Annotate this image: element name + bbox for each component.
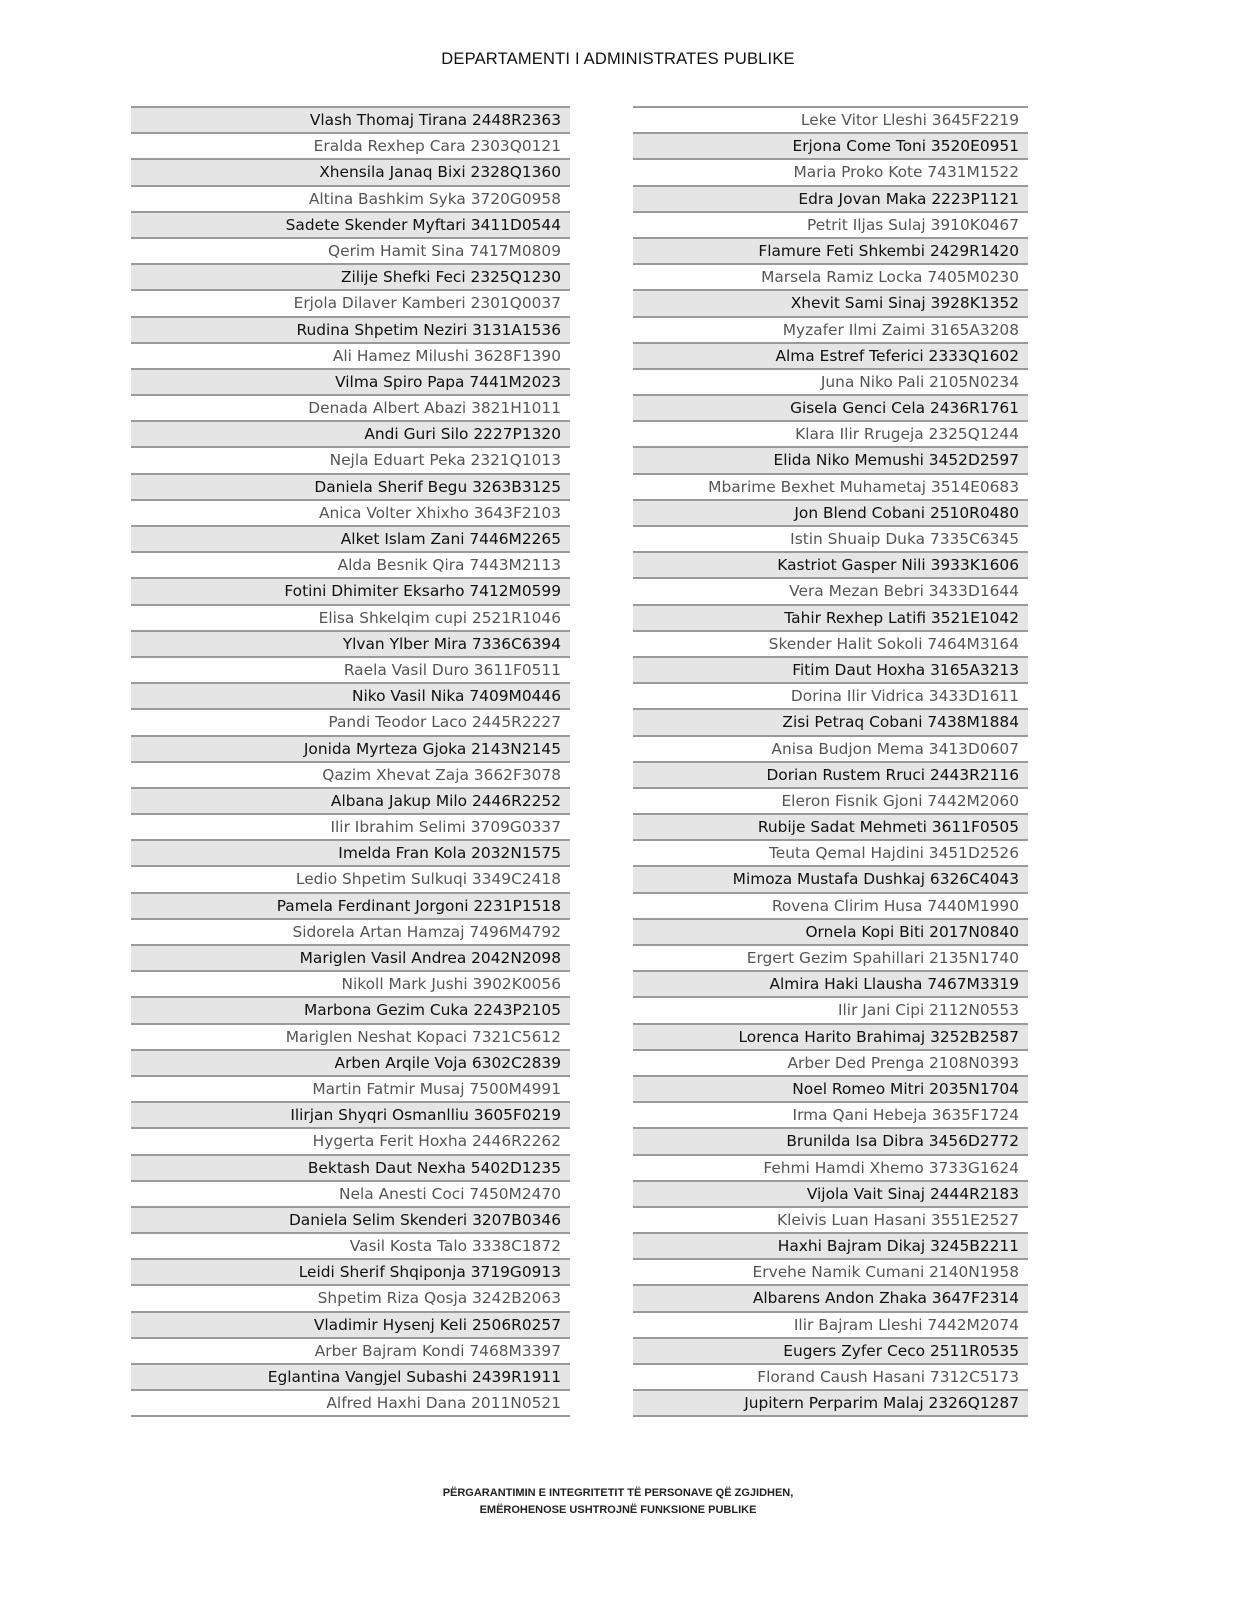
list-item: Sadete Skender Myftari 3411D0544 [131, 213, 570, 239]
list-item: Ilir Ibrahim Selimi 3709G0337 [131, 815, 570, 841]
list-item: Alket Islam Zani 7446M2265 [131, 527, 570, 553]
list-item: Jon Blend Cobani 2510R0480 [633, 501, 1028, 527]
list-item: Vilma Spiro Papa 7441M2023 [131, 370, 570, 396]
list-item: Dorian Rustem Rruci 2443R2116 [633, 763, 1028, 789]
list-item: Nejla Eduart Peka 2321Q1013 [131, 448, 570, 474]
list-item: Marsela Ramiz Locka 7405M0230 [633, 265, 1028, 291]
list-item: Fotini Dhimiter Eksarho 7412M0599 [131, 579, 570, 605]
list-item: Alfred Haxhi Dana 2011N0521 [131, 1391, 570, 1417]
list-item: Hygerta Ferit Hoxha 2446R2262 [131, 1129, 570, 1155]
list-item: Alda Besnik Qira 7443M2113 [131, 553, 570, 579]
list-item: Elisa Shkelqim cupi 2521R1046 [131, 606, 570, 632]
list-item: Andi Guri Silo 2227P1320 [131, 422, 570, 448]
list-item: Daniela Selim Skenderi 3207B0346 [131, 1208, 570, 1234]
list-item: Niko Vasil Nika 7409M0446 [131, 684, 570, 710]
list-item: Rubije Sadat Mehmeti 3611F0505 [633, 815, 1028, 841]
list-item: Flamure Feti Shkembi 2429R1420 [633, 239, 1028, 265]
list-item: Fitim Daut Hoxha 3165A3213 [633, 658, 1028, 684]
list-item: Jonida Myrteza Gjoka 2143N2145 [131, 737, 570, 763]
list-item: Dorina Ilir Vidrica 3433D1611 [633, 684, 1028, 710]
list-item: Vlash Thomaj Tirana 2448R2363 [131, 108, 570, 134]
footer [0, 1485, 1236, 1519]
list-item: Qazim Xhevat Zaja 3662F3078 [131, 763, 570, 789]
list-item: Arber Ded Prenga 2108N0393 [633, 1051, 1028, 1077]
list-item: Xhensila Janaq Bixi 2328Q1360 [131, 160, 570, 186]
list-item: Kastriot Gasper Nili 3933K1606 [633, 553, 1028, 579]
list-item: Mariglen Neshat Kopaci 7321C5612 [131, 1025, 570, 1051]
list-item: Pandi Teodor Laco 2445R2227 [131, 710, 570, 736]
list-item: Noel Romeo Mitri 2035N1704 [633, 1077, 1028, 1103]
list-item: Anica Volter Xhixho 3643F2103 [131, 501, 570, 527]
list-item: Marbona Gezim Cuka 2243P2105 [131, 998, 570, 1024]
list-item: Leidi Sherif Shqiponja 3719G0913 [131, 1260, 570, 1286]
list-item: Rovena Clirim Husa 7440M1990 [633, 894, 1028, 920]
list-item: Vasil Kosta Talo 3338C1872 [131, 1234, 570, 1260]
list-item: Albana Jakup Milo 2446R2252 [131, 789, 570, 815]
list-item: Edra Jovan Maka 2223P1121 [633, 187, 1028, 213]
list-item: Kleivis Luan Hasani 3551E2527 [633, 1208, 1028, 1234]
list-item: Vijola Vait Sinaj 2444R2183 [633, 1182, 1028, 1208]
list-item: Irma Qani Hebeja 3635F1724 [633, 1103, 1028, 1129]
list-item: Erjola Dilaver Kamberi 2301Q0037 [131, 291, 570, 317]
list-item: Pamela Ferdinant Jorgoni 2231P1518 [131, 894, 570, 920]
list-item: Juna Niko Pali 2105N0234 [633, 370, 1028, 396]
list-item: Petrit Iljas Sulaj 3910K0467 [633, 213, 1028, 239]
list-item: Almira Haki Llausha 7467M3319 [633, 972, 1028, 998]
list-item: Ali Hamez Milushi 3628F1390 [131, 344, 570, 370]
list-item: Albarens Andon Zhaka 3647F2314 [633, 1286, 1028, 1312]
list-item: Klara Ilir Rrugeja 2325Q1244 [633, 422, 1028, 448]
list-item: Arben Arqile Voja 6302C2839 [131, 1051, 570, 1077]
list-item: Rudina Shpetim Neziri 3131A1536 [131, 318, 570, 344]
list-item: Teuta Qemal Hajdini 3451D2526 [633, 841, 1028, 867]
list-item: Myzafer Ilmi Zaimi 3165A3208 [633, 318, 1028, 344]
list-item: Eugers Zyfer Ceco 2511R0535 [633, 1339, 1028, 1365]
list-item: Altina Bashkim Syka 3720G0958 [131, 187, 570, 213]
list-item: Skender Halit Sokoli 7464M3164 [633, 632, 1028, 658]
list-item: Vladimir Hysenj Keli 2506R0257 [131, 1313, 570, 1339]
list-item: Jupitern Perparim Malaj 2326Q1287 [633, 1391, 1028, 1417]
footer-line-2: EMËROHENOSE USHTROJNË FUNKSIONE PUBLIKE [479, 1504, 757, 1516]
list-item: Bektash Daut Nexha 5402D1235 [131, 1156, 570, 1182]
list-item: Florand Caush Hasani 7312C5173 [633, 1365, 1028, 1391]
list-item: Ervehe Namik Cumani 2140N1958 [633, 1260, 1028, 1286]
list-item: Brunilda Isa Dibra 3456D2772 [633, 1129, 1028, 1155]
list-item: Gisela Genci Cela 2436R1761 [633, 396, 1028, 422]
list-item: Vera Mezan Bebri 3433D1644 [633, 579, 1028, 605]
list-item: Daniela Sherif Begu 3263B3125 [131, 475, 570, 501]
list-item: Istin Shuaip Duka 7335C6345 [633, 527, 1028, 553]
list-item: Eralda Rexhep Cara 2303Q0121 [131, 134, 570, 160]
list-item: Raela Vasil Duro 3611F0511 [131, 658, 570, 684]
list-item: Alma Estref Teferici 2333Q1602 [633, 344, 1028, 370]
list-item: Nela Anesti Coci 7450M2470 [131, 1182, 570, 1208]
list-item: Zilije Shefki Feci 2325Q1230 [131, 265, 570, 291]
left-name-list [131, 106, 570, 1417]
list-item: Fehmi Hamdi Xhemo 3733G1624 [633, 1156, 1028, 1182]
list-item: Tahir Rexhep Latifi 3521E1042 [633, 606, 1028, 632]
list-item: Eleron Fisnik Gjoni 7442M2060 [633, 789, 1028, 815]
list-item: Mbarime Bexhet Muhametaj 3514E0683 [633, 475, 1028, 501]
footer-line-1: PËRGARANTIMIN E INTEGRITETIT TË PERSONAVE QË ZGJIDHEN, [442, 1487, 794, 1499]
list-item: Lorenca Harito Brahimaj 3252B2587 [633, 1025, 1028, 1051]
list-item: Nikoll Mark Jushi 3902K0056 [131, 972, 570, 998]
list-item: Anisa Budjon Mema 3413D0607 [633, 737, 1028, 763]
list-item: Leke Vitor Lleshi 3645F2219 [633, 108, 1028, 134]
right-name-list [633, 106, 1028, 1417]
page-title: DEPARTAMENTI I ADMINISTRATES PUBLIKE [441, 50, 795, 68]
list-item: Maria Proko Kote 7431M1522 [633, 160, 1028, 186]
list-item: Shpetim Riza Qosja 3242B2063 [131, 1286, 570, 1312]
list-item: Arber Bajram Kondi 7468M3397 [131, 1339, 570, 1365]
list-item: Ilir Jani Cipi 2112N0553 [633, 998, 1028, 1024]
list-item: Imelda Fran Kola 2032N1575 [131, 841, 570, 867]
list-item: Ornela Kopi Biti 2017N0840 [633, 920, 1028, 946]
list-item: Sidorela Artan Hamzaj 7496M4792 [131, 920, 570, 946]
list-item: Erjona Come Toni 3520E0951 [633, 134, 1028, 160]
list-item: Zisi Petraq Cobani 7438M1884 [633, 710, 1028, 736]
list-item: Ledio Shpetim Sulkuqi 3349C2418 [131, 867, 570, 893]
list-item: Martin Fatmir Musaj 7500M4991 [131, 1077, 570, 1103]
list-item: Haxhi Bajram Dikaj 3245B2211 [633, 1234, 1028, 1260]
list-item: Ergert Gezim Spahillari 2135N1740 [633, 946, 1028, 972]
list-item: Qerim Hamit Sina 7417M0809 [131, 239, 570, 265]
list-item: Mimoza Mustafa Dushkaj 6326C4043 [633, 867, 1028, 893]
list-item: Ylvan Ylber Mira 7336C6394 [131, 632, 570, 658]
list-item: Denada Albert Abazi 3821H1011 [131, 396, 570, 422]
list-item: Eglantina Vangjel Subashi 2439R1911 [131, 1365, 570, 1391]
list-item: Ilir Bajram Lleshi 7442M2074 [633, 1313, 1028, 1339]
list-item: Ilirjan Shyqri Osmanlliu 3605F0219 [131, 1103, 570, 1129]
list-item: Elida Niko Memushi 3452D2597 [633, 448, 1028, 474]
list-item: Mariglen Vasil Andrea 2042N2098 [131, 946, 570, 972]
list-item: Xhevit Sami Sinaj 3928K1352 [633, 291, 1028, 317]
